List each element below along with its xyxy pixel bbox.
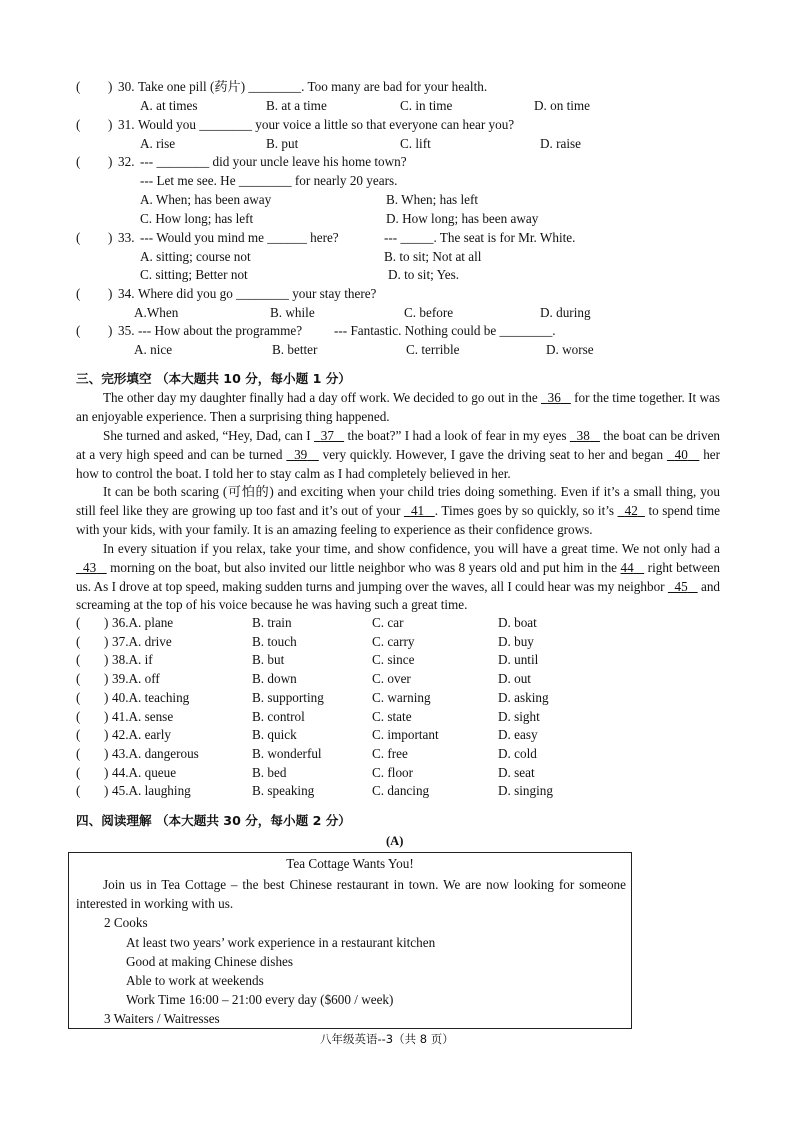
answer-paren: ( [76,764,81,780]
cloze-option-b: B. but [252,652,285,668]
option-c: C. in time [400,98,453,113]
option-a: A.When [134,305,179,320]
ad-waiters: 3 Waiters / Waitresses [104,1011,220,1026]
cloze-paragraph-2 [76,427,720,483]
question-number: 33. [118,230,135,245]
cloze-paragraph-4 [76,540,720,615]
cloze-paragraph-1 [76,389,720,427]
cloze-option-d: D. out [498,671,531,687]
option-c: C. terrible [406,342,460,357]
answer-paren: ( [76,689,81,705]
section-heading-reading: 四、阅读理解 （本大题共 30 分，每小题 2 分） [76,813,351,828]
question-stem: Would you ________ your voice a little so that everyone can hear you? [138,117,515,132]
cloze-option-c: C. important [372,727,439,743]
cloze-text: In every situation if you relax, take your time, and show confidence, you will have a great time. We not only had a [103,541,720,556]
cloze-option-c: C. since [372,652,415,668]
question-stem: Take one pill (药片) ________. Too many are bad for your health. [138,79,488,94]
cloze-option-b: B. supporting [252,689,324,705]
cloze-option-b: B. control [252,708,305,724]
answer-paren: ( [76,708,81,724]
cloze-text: morning on the boat, but also invited our little neighbor who was 8 years old and put him in the [106,559,621,575]
ad-work-time: Work Time 16:00 – 21:00 every day ($600 / week) [126,992,394,1007]
cloze-option-c: C. dancing [372,783,430,799]
question-stem: --- How about the programme? [138,323,303,338]
cloze-blank: 41 [410,502,425,518]
answer-paren: ) [104,708,109,724]
answer-paren: ( [76,671,81,687]
cloze-text: and screaming at the top of his voice because he was having such a great time. [76,578,721,613]
option-a: A. rise [140,136,176,151]
cloze-blank: 45 [674,578,688,594]
option-b: B. better [272,342,318,357]
answer-paren: ( [76,783,81,799]
cloze-blank: 43 [82,559,97,575]
answer-paren: ) [104,633,109,649]
answer-paren: ( [76,652,81,668]
option-b: B. put [266,136,299,151]
answer-paren: ) [108,230,113,245]
cloze-option-c: C. state [372,708,412,724]
job-ad-box [68,852,632,1029]
option-b: B. to sit; Not at all [384,249,482,264]
cloze-text: to spend time with your kids, with your family. It is an amazing feeling to experience as their confidence grows. [76,502,720,537]
cloze-option-d: D. cold [498,745,537,761]
cloze-option-d: D. sight [498,708,540,724]
cloze-option-d: D. easy [498,727,538,743]
cloze-text: right between us. As I drove at top speed, making sudden turns and jumping over the waves, all I could hear was my neighbor [76,559,721,594]
cloze-option-b: B. wonderful [252,745,322,761]
cloze-option-d: D. until [498,652,539,668]
question-number: 35. [118,323,135,338]
cloze-option-a: 45.A. laughing [112,783,191,799]
cloze-option-d: D. asking [498,689,549,705]
cloze-blank: 42 [624,502,638,518]
answer-paren: ( [76,745,81,761]
option-d: D. during [540,305,591,320]
cloze-option-d: D. boat [498,615,537,630]
cloze-option-a: 39.A. off [112,671,160,687]
answer-paren: ) [108,79,113,94]
cloze-option-b: B. speaking [252,783,315,799]
answer-paren: ( [76,230,81,245]
cloze-text: the boat can be driven at a very high speed and can be turned [76,428,721,462]
cloze-option-a: 40.A. teaching [112,689,190,705]
question-stem: --- Would you mind me ______ here? [140,230,339,245]
cloze-option-b: B. touch [252,633,297,649]
cloze-option-a: 36.A. plane [112,615,174,630]
cloze-option-b: B. bed [252,764,287,780]
option-b: B. When; has left [386,192,479,207]
question-stem: --- ________ did your uncle leave his home town? [140,154,407,169]
cloze-option-c: C. free [372,745,408,761]
cloze-option-a: 37.A. drive [112,633,172,649]
answer-paren: ( [76,615,81,630]
cloze-option-c: C. warning [372,689,431,705]
option-d: D. to sit; Yes. [388,267,460,282]
answer-paren: ( [76,117,81,132]
option-d: D. How long; has been away [386,211,539,226]
cloze-text: It can be both scaring (可怕的) and exciting when your child tries doing something. Even if it’s a small thing, you still feel like they are growing up too fast and it’s out of your [76,484,720,518]
option-b: B. while [270,305,315,320]
cloze-option-c: C. car [372,615,404,630]
ad-requirement: Able to work at weekends [126,973,264,988]
cloze-paragraph-3 [76,483,720,539]
cloze-blank: 37 [320,428,334,443]
question-number: 31. [118,117,135,132]
cloze-blank: 38 [576,428,590,443]
answer-paren: ) [108,286,113,301]
cloze-option-a: 42.A. early [112,727,171,743]
answer-paren: ) [104,727,109,743]
question-number: 30. [118,79,135,94]
passage-label: (A) [386,834,404,848]
ad-requirement: At least two years’ work experience in a restaurant kitchen [126,935,436,950]
cloze-option-d: D. buy [498,633,534,649]
answer-paren: ) [104,764,109,780]
ad-cooks: 2 Cooks [104,915,148,930]
question-number: 32. [118,154,135,169]
page-footer: 八年级英语--3（共 8 页） [320,1032,454,1046]
ad-title: Tea Cottage Wants You! [286,856,414,871]
cloze-option-a: 38.A. if [112,652,153,668]
answer-paren: ) [104,652,109,668]
answer-paren: ) [104,689,109,705]
question-stem-reply: --- _____. The seat is for Mr. White. [384,230,576,245]
answer-paren: ( [76,286,81,301]
option-c: C. sitting; Better not [140,267,248,282]
cloze-blank: 36 [547,390,561,405]
cloze-option-c: C. over [372,671,411,687]
option-c: C. before [404,305,454,320]
cloze-option-d: D. seat [498,764,535,780]
question-stem-reply: --- Fantastic. Nothing could be ________. [334,323,556,338]
cloze-option-a: 41.A. sense [112,708,174,724]
cloze-option-c: C. carry [372,633,415,649]
option-a: A. When; has been away [140,192,272,207]
cloze-option-a: 43.A. dangerous [112,745,199,761]
cloze-text: She turned and asked, “Hey, Dad, can I [103,428,315,443]
cloze-option-a: 44.A. queue [112,764,177,780]
answer-paren: ) [104,671,109,687]
cloze-blank: 39 [294,446,308,462]
cloze-option-b: B. down [252,671,297,687]
answer-paren: ( [76,633,81,649]
answer-paren: ) [108,154,113,169]
answer-paren: ) [104,615,109,630]
cloze-option-d: D. singing [498,783,553,799]
option-a: A. sitting; course not [140,249,251,264]
option-d: D. raise [540,136,582,151]
option-b: B. at a time [266,98,327,113]
answer-paren: ) [104,745,109,761]
option-d: D. on time [534,98,591,113]
option-c: C. How long; has left [140,211,254,226]
answer-paren: ) [108,117,113,132]
question-stem: Where did you go ________ your stay there? [138,286,377,301]
cloze-option-b: B. quick [252,727,297,743]
cloze-blank: 44 [620,559,634,575]
option-c: C. lift [400,136,431,151]
answer-paren: ) [104,783,109,799]
ad-intro: Join us in Tea Cottage – the best Chinese restaurant in town. We are now looking for someone interested in working with us. [76,877,626,911]
answer-paren: ( [76,79,81,94]
option-a: A. at times [140,98,198,113]
ad-requirement: Good at making Chinese dishes [126,954,294,969]
cloze-blank: 40 [674,446,688,462]
answer-paren: ( [76,727,81,743]
cloze-text: . Times goes by so quickly, so it’s [434,502,618,518]
answer-paren: ) [108,323,113,338]
answer-paren: ( [76,154,81,169]
cloze-text: very quickly. However, I gave the driving seat to her and began [318,446,667,462]
cloze-text: for the time together. It was an enjoyable experience. Then a surprising thing happened. [76,390,721,424]
question-stem-reply: --- Let me see. He ________ for nearly 20 years. [140,173,398,188]
cloze-option-c: C. floor [372,764,414,780]
option-a: A. nice [134,342,173,357]
answer-paren: ( [76,323,81,338]
section-heading-cloze: 三、完形填空 （本大题共 10 分，每小题 1 分） [76,371,351,386]
cloze-text: her how to control the boat. I told her to stay calm as I had completely believed in her. [76,446,721,481]
cloze-text: The other day my daughter finally had a day off work. We decided to go out in the [103,390,541,405]
option-d: D. worse [546,342,594,357]
cloze-text: the boat?” I had a look of fear in my eyes [344,428,570,443]
question-number: 34. [118,286,135,301]
cloze-option-b: B. train [252,615,292,630]
